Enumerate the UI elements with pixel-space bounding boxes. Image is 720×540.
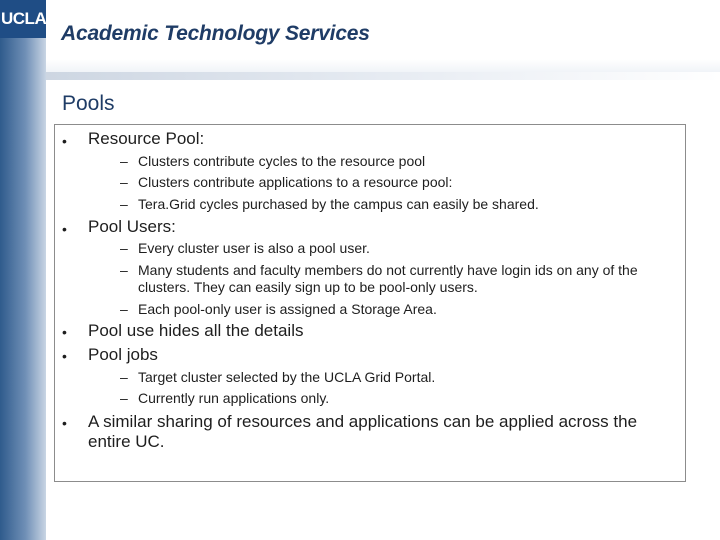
bullet-similar-sharing: A similar sharing of resources and applications can be applied across the entire UC. (88, 412, 638, 451)
bullet-pool-use: Pool use hides all the details (88, 321, 304, 340)
subitem: Target cluster selected by the UCLA Grid Portal. (138, 369, 436, 385)
header-rule (46, 72, 720, 80)
subitem: Currently run applications only. (138, 390, 330, 406)
subitem: Every cluster user is also a pool user. (138, 240, 370, 256)
subitem: Clusters contribute cycles to the resource pool (138, 153, 426, 169)
left-brand-band (0, 0, 46, 540)
dash-icon: – (120, 196, 128, 212)
bullet-icon: • (62, 133, 67, 149)
subitem: Clusters contribute applications to a resource pool: (138, 174, 453, 190)
ucla-logo: UCLA (0, 0, 46, 38)
bullet-pool-jobs: Pool jobs (88, 345, 158, 364)
dash-icon: – (120, 174, 128, 190)
dash-icon: – (120, 240, 128, 256)
bullet-icon: • (62, 221, 67, 237)
subitem: Many students and faculty members do not currently have login ids on any of the clusters. They can easily sign up to be pool-only users. (138, 262, 638, 295)
dash-icon: – (120, 369, 128, 385)
bullet-icon: • (62, 415, 67, 431)
bullet-resource-pool: Resource Pool: (88, 129, 205, 148)
subitem: Tera.Grid cycles purchased by the campus can easily be shared. (138, 196, 539, 212)
bullet-pool-users: Pool Users: (88, 217, 176, 236)
dash-icon: – (120, 390, 128, 406)
dash-icon: – (120, 262, 128, 278)
bullet-icon: • (62, 324, 67, 340)
site-title: Academic Technology Services (61, 22, 370, 45)
subitem: Each pool-only user is assigned a Storage Area. (138, 301, 437, 317)
dash-icon: – (120, 301, 128, 317)
slide-title: Pools (62, 92, 115, 115)
dash-icon: – (120, 153, 128, 169)
bullet-icon: • (62, 348, 67, 364)
